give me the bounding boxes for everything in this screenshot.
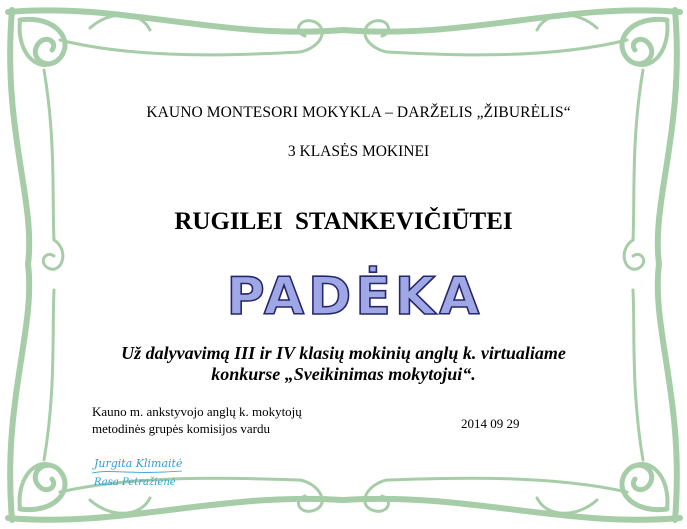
frame-top-inner-curve-right bbox=[387, 40, 627, 55]
frame-left-curve bbox=[10, 10, 29, 520]
signature-1: Jurgita Klimaitė bbox=[94, 457, 183, 470]
signatures bbox=[92, 453, 252, 493]
frame-top-swirl-left bbox=[298, 21, 322, 52]
signature-2: Rasa Petražienė bbox=[94, 477, 176, 488]
description-line-2: konkurse „Sveikinimas mokytojui“. bbox=[211, 364, 476, 384]
recipient-name: RUGILEI STANKEVIČIŪTEI bbox=[174, 208, 513, 235]
signature-flourish bbox=[92, 471, 182, 473]
frame-left-swirl bbox=[43, 240, 63, 269]
organizer-line-1: Kauno m. ankstyvojo anglų k. mokytojų bbox=[92, 404, 302, 419]
frame-bottom-inner-curve-right bbox=[387, 478, 627, 492]
description-line-1: Už dalyvavimą III ir IV klasių mokinių anglų k. virtualiame bbox=[121, 343, 566, 363]
frame-top-inner-curve bbox=[60, 40, 300, 55]
certificate-date: 2014 09 29 bbox=[461, 416, 520, 431]
frame-bottom-swirl-right bbox=[365, 480, 389, 511]
frame-top-curve bbox=[8, 10, 680, 31]
frame-right-swirl bbox=[624, 240, 644, 269]
frame-bottom-swirl-left bbox=[298, 480, 322, 511]
frame-right-curve bbox=[658, 10, 677, 520]
class-line: 3 KLASĖS MOKINEI bbox=[287, 143, 430, 160]
certificate-title: PADĖKA bbox=[226, 267, 484, 324]
school-name: KAUNO MONTESORI MOKYKLA – DARŽELIS „ŽIBURĖLIS“ bbox=[146, 104, 571, 121]
frame-top-swirl-right bbox=[365, 21, 389, 52]
certificate-title-wordart bbox=[200, 262, 510, 324]
organizer-line-2: metodinės grupės komisijos vardu bbox=[92, 421, 271, 436]
